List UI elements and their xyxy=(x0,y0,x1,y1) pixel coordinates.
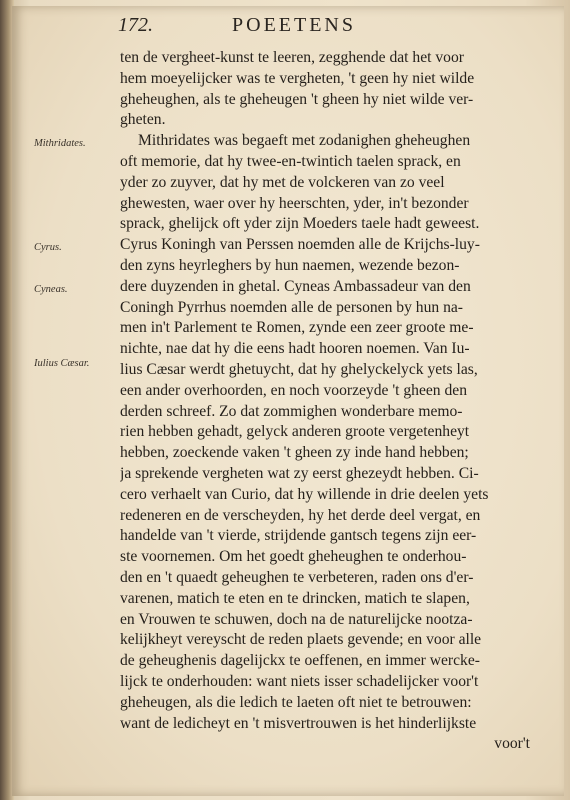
text-line: ja sprekende vergheten wat zy eerst ghezeydt hebben. Ci- xyxy=(120,464,479,482)
text-line: oft memorie, dat hy twee-en-twintich taelen sprack, en xyxy=(120,152,461,170)
text-line: gheheughen, als te gheheugen 't gheen hy niet wilde ver- xyxy=(120,90,474,108)
text-line: handelde van 't vierde, strijdende gantsch tegens zijn eer- xyxy=(120,527,477,545)
page-header xyxy=(118,14,518,44)
text-line: cero verhaelt van Curio, dat hy willende in drie deelen yets xyxy=(120,485,489,503)
text-line: hem moeyelijcker was te vergheten, 't geen hy niet wilde xyxy=(120,69,475,87)
text-line: den en 't quaedt geheughen te verbeteren, raden ons d'er- xyxy=(120,568,474,586)
text-line: kelijkheyt vereyscht de reden plaets gevende; en voor alle xyxy=(120,631,482,649)
text-line: ten de vergheet-kunst te leeren, zegghende dat het voor xyxy=(120,49,464,66)
text-line: Cyrus Koningh van Perssen noemden alle de Krijchs-luy- xyxy=(120,236,480,254)
text-line: voor't xyxy=(494,735,530,753)
text-line: ste voornemen. Om het goedt gheheughen te onderhou- xyxy=(120,548,467,566)
margin-note-cyneas: Cyneas. xyxy=(34,284,68,295)
text-line: een ander overhoorden, en noch voorzeyde 't gheen den xyxy=(120,381,468,399)
text-line: Coningh Pyrrhus noemden alle de personen by hun na- xyxy=(120,298,463,316)
text-line: redeneren en de verscheyden, hy het derde deel vergat, en xyxy=(120,506,481,524)
text-line: den zyns heyrleghers by hun naemen, wezende bezon- xyxy=(120,256,460,274)
text-line: hebben, zoeckende vaken 't gheen zy inde hand hebben; xyxy=(120,444,469,462)
text-line: nichte, nae dat hy die eens hadt hooren noemen. Van Iu- xyxy=(120,340,470,358)
text-line: varenen, matich te eten en te drincken, matich te slapen, xyxy=(120,589,470,607)
text-line: rien hebben gehadt, gelyck anderen groote vergetenheyt xyxy=(120,423,470,441)
text-line: men in't Parlement te Romen, zynde een zeer groote me- xyxy=(120,319,474,337)
text-line: en Vrouwen te schuwen, doch na de naturelijcke nootza- xyxy=(120,610,473,628)
text-line: ghewesten, waer over hy heerschten, yder, in't bezonder xyxy=(120,194,469,212)
text-line: Mithridates was begaeft met zodanighen gheheughen xyxy=(138,132,471,150)
text-line: gheten. xyxy=(120,111,166,129)
running-head: POEETENS xyxy=(232,14,356,36)
margin-note-cyrus: Cyrus. xyxy=(34,242,62,253)
margin-note-julius-caesar: Iulius Cæsar. xyxy=(34,358,90,369)
text-line: lius Cæsar werdt ghetuycht, dat hy ghelyckelyck yets las, xyxy=(120,360,478,378)
body-text xyxy=(120,48,530,755)
text-line: de geheughenis dagelijckx te oeffenen, en immer wercke- xyxy=(120,652,480,670)
text-line: gheheugen, als die ledich te laeten oft niet te betrouwen: xyxy=(120,693,472,711)
text-line: want de ledicheyt en 't misvertrouwen is het hinderlijkste xyxy=(120,714,477,732)
text-line: sprack, ghelijck oft yder zijn Moeders taele hadt geweest. xyxy=(120,215,480,233)
text-line: lijck te onderhouden: want niets isser schadelijcker voor't xyxy=(120,672,479,690)
margin-note-mithridates: Mithridates. xyxy=(34,138,86,149)
text-line: dere duyzenden in ghetal. Cyneas Ambassadeur van den xyxy=(120,277,471,295)
text-line: yder zo zuyver, dat hy met de volckeren van zo veel xyxy=(120,173,445,191)
text-line: derden schreef. Zo dat zommighen wonderbare memo- xyxy=(120,402,463,420)
page-number: 172. xyxy=(118,14,153,36)
